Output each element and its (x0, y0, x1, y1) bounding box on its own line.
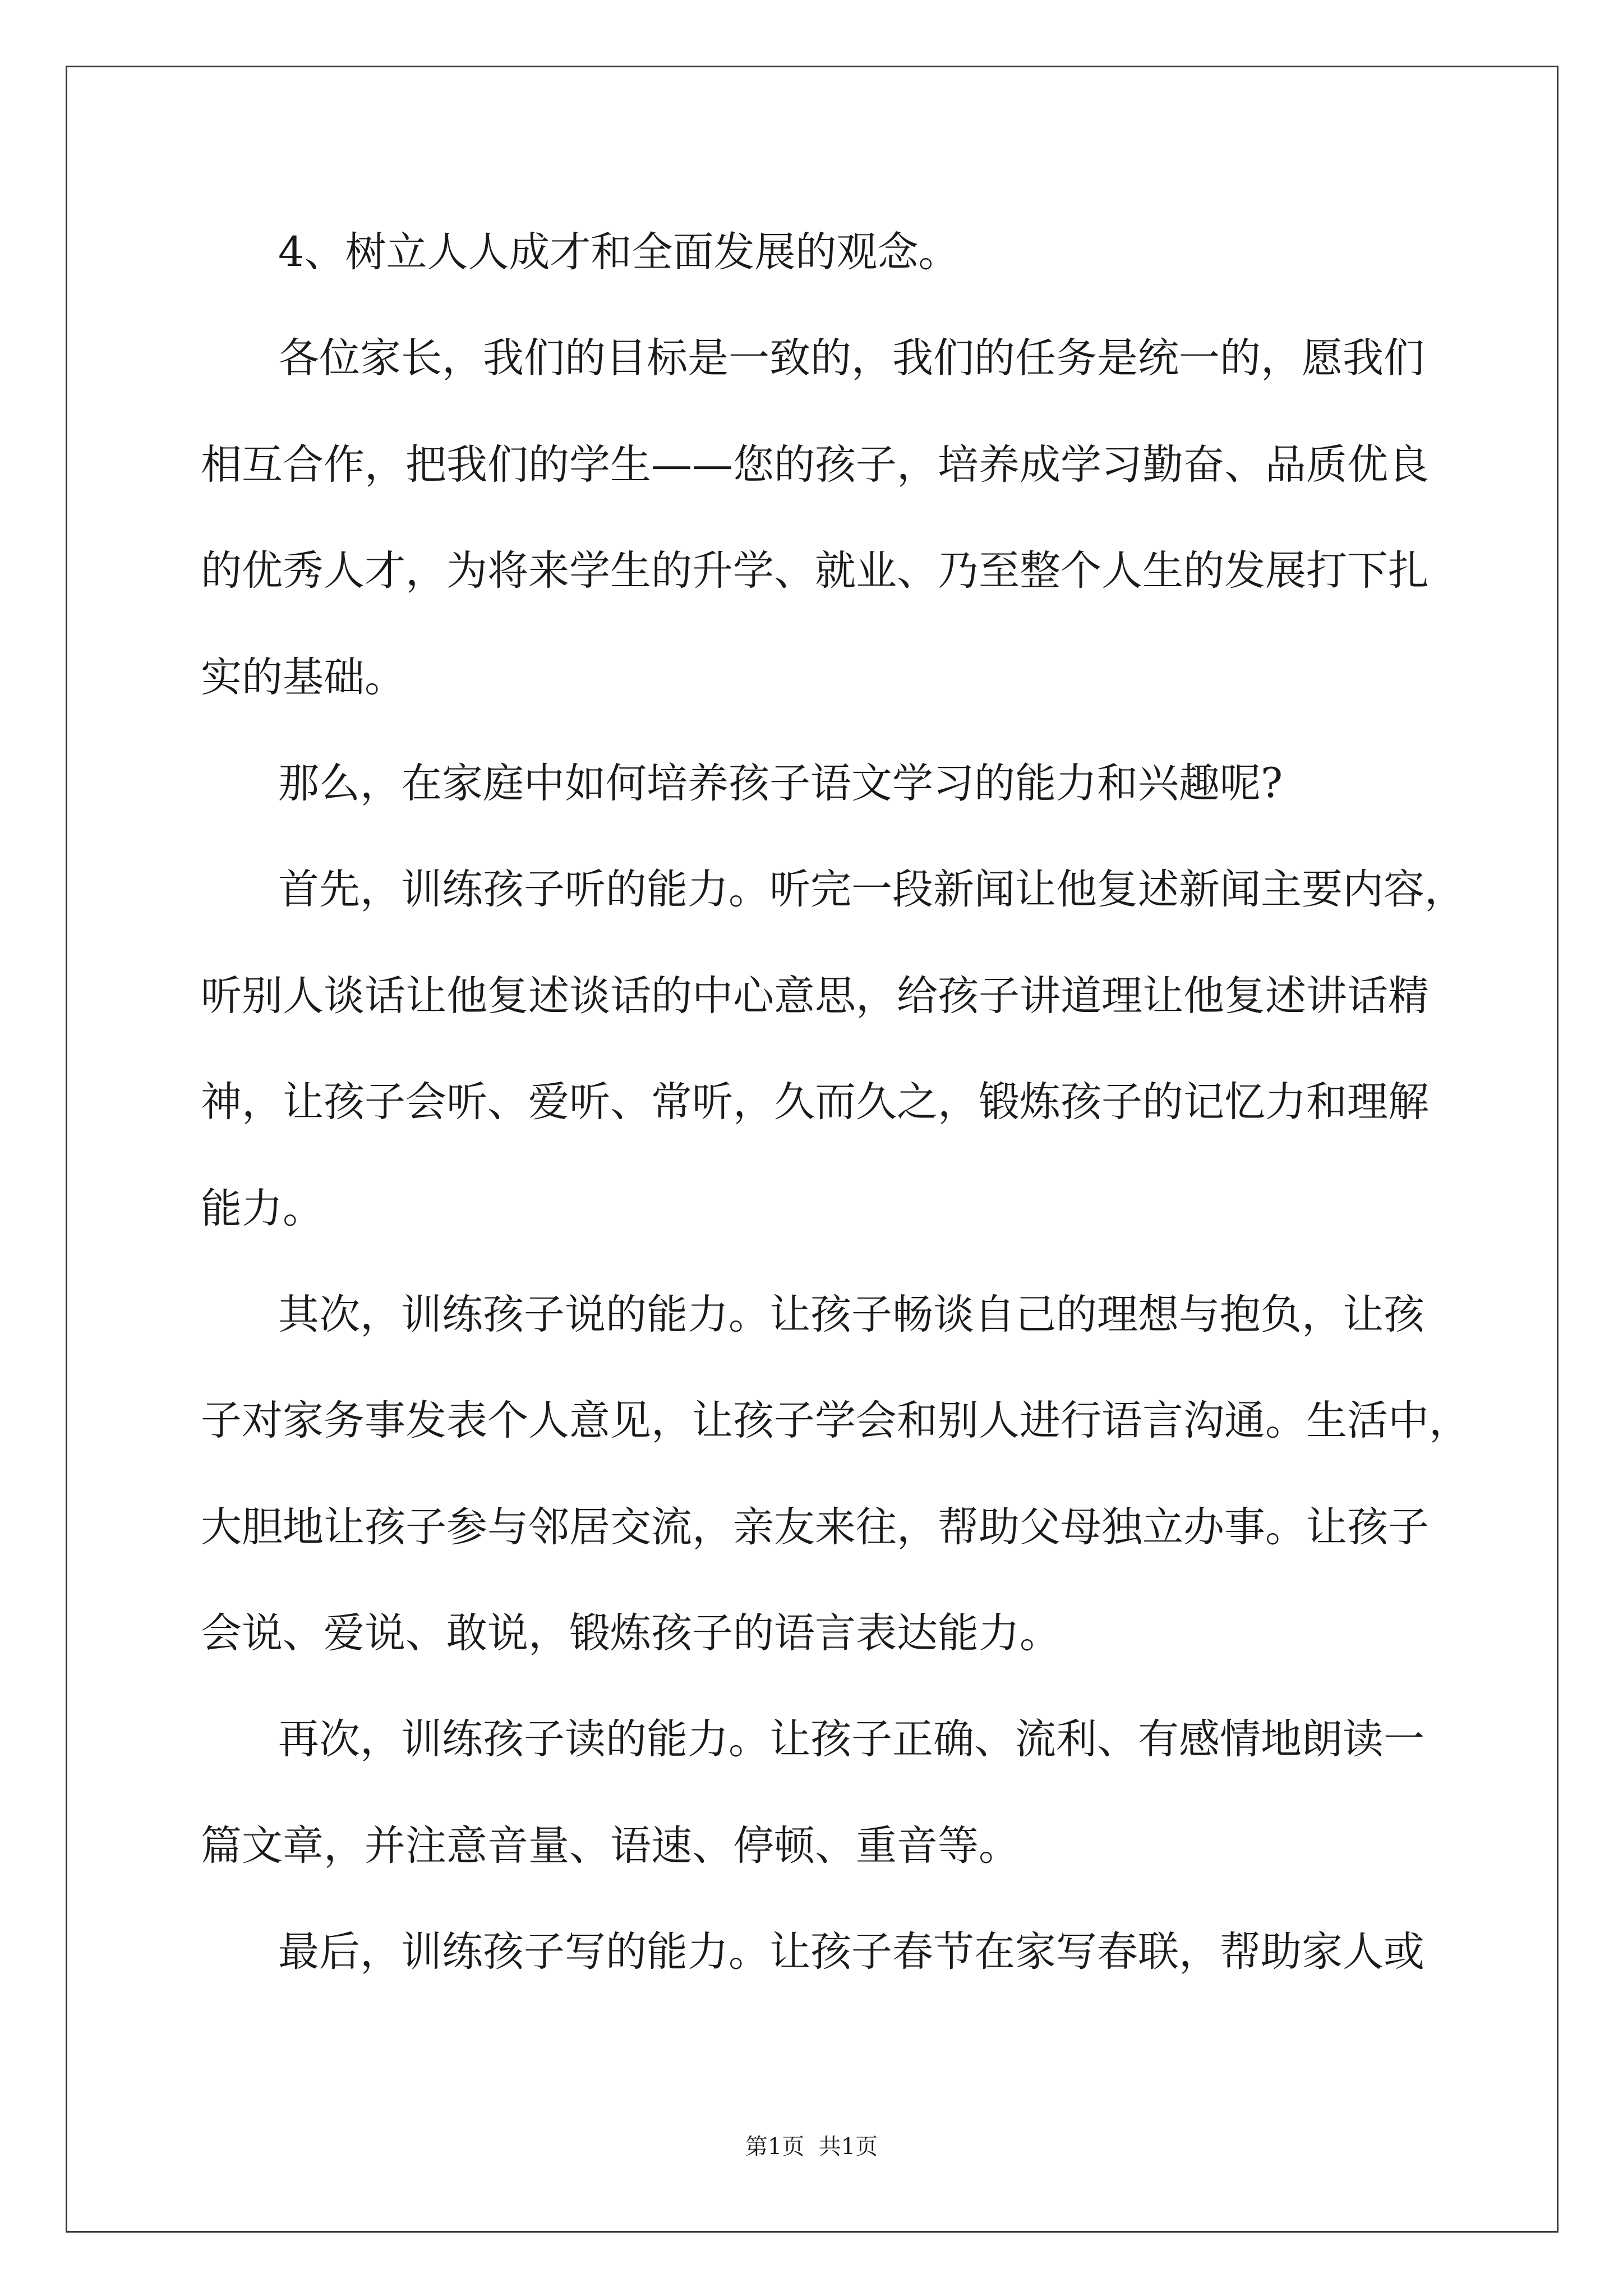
paragraph (201, 836, 1507, 1262)
paragraph (201, 1262, 1507, 1687)
paragraph (201, 1899, 1507, 2005)
paragraph (201, 730, 1507, 836)
text-line: 实的基础。 (201, 653, 405, 701)
text-line: 的优秀人才，为将来学生的升学、就业、乃至整个人生的发展打下扎 (201, 547, 1429, 595)
paragraph (201, 1686, 1507, 1899)
text-line: 最后，训练孩子写的能力。让孩子春节在家写春联，帮助家人或 (278, 1928, 1424, 1976)
text-line: 各位家长，我们的目标是一致的，我们的任务是统一的，愿我们 (278, 334, 1424, 383)
text-line: 神，让孩子会听、爱听、常听，久而久之，锻炼孩子的记忆力和理解 (201, 1078, 1429, 1126)
text-line: 听别人谈话让他复述谈话的中心意思，给孩子讲道理让他复述讲话精 (201, 972, 1429, 1020)
paragraph (201, 199, 1507, 305)
text-line: 篇文章，并注意音量、语速、停顿、重音等。 (201, 1821, 1020, 1870)
text-line: 首先，训练孩子听的能力。听完一段新闻让他复述新闻主要内容， (278, 866, 1465, 914)
text-line: 其次，训练孩子说的能力。让孩子畅谈自己的理想与抱负，让孩 (278, 1290, 1424, 1338)
page-footer: 第1页 共1页 (745, 2134, 878, 2160)
text-line: 相互合作，把我们的学生——您的孩子，培养成学习勤奋、品质优良 (201, 440, 1429, 489)
text-line: 大胆地让孩子参与邻居交流，亲友来往，帮助父母独立办事。让孩子 (201, 1503, 1429, 1551)
text-line: 再次，训练孩子读的能力。让孩子正确、流利、有感情地朗读一 (278, 1715, 1424, 1764)
paragraph (201, 305, 1507, 730)
text-line: 那么，在家庭中如何培养孩子语文学习的能力和兴趣呢? (278, 759, 1283, 807)
text-line: 能力。 (201, 1184, 324, 1232)
document-body (201, 199, 1507, 2005)
text-line: 4、树立人人成才和全面发展的观念。 (278, 228, 960, 276)
text-line: 子对家务事发表个人意见，让孩子学会和别人进行语言沟通。生活中， (201, 1397, 1470, 1445)
text-line: 会说、爱说、敢说，锻炼孩子的语言表达能力。 (201, 1609, 1061, 1658)
